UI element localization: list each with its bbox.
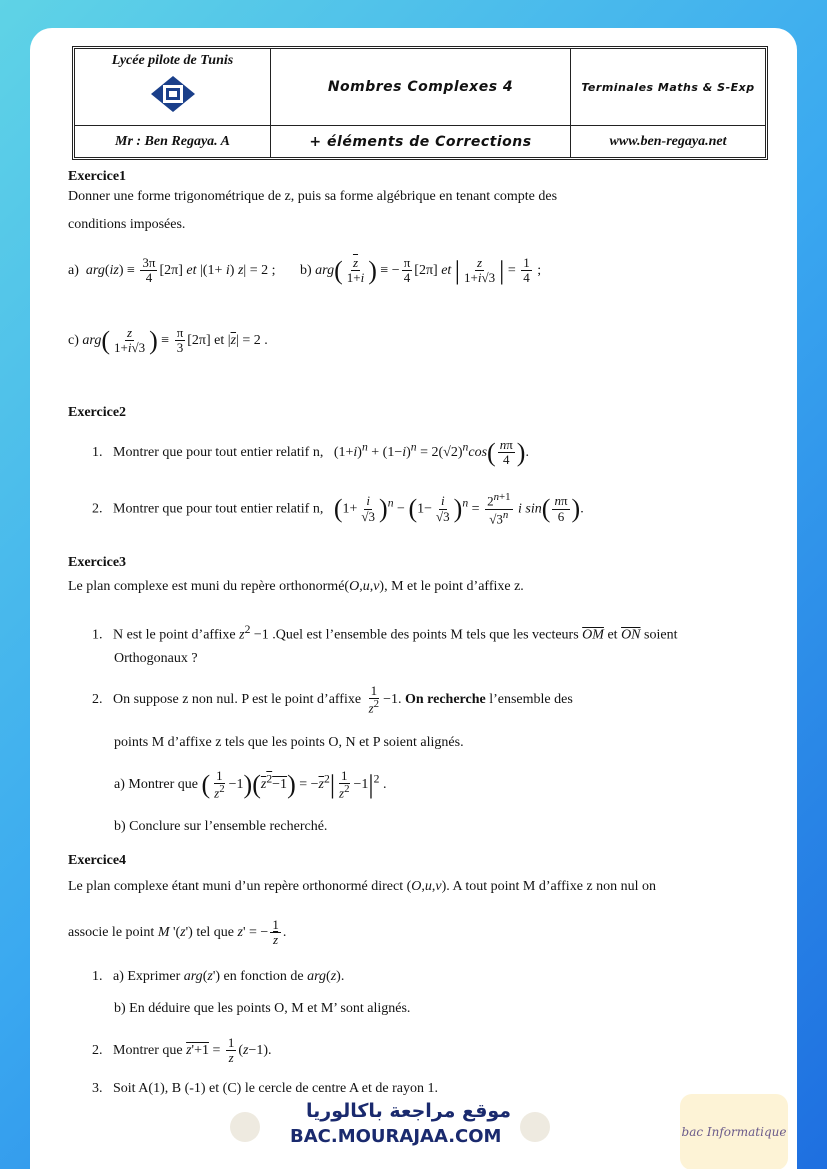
ex1-a: a) arg(iz) ≡ $\frac{3\pi}{4}$ [2π] et |(1+ i) z| = 2 ; b) arg( $\frac{\overline{z}}{1+i}$ ) ≡ − $\frac{\pi}{4}$ [2π] et | $\frac{z}{1+i√3}$ | = $\frac{1}{4}$ ; bbox=[68, 255, 542, 286]
left-logo-icon bbox=[230, 1112, 260, 1142]
level-cell: Terminales Maths & S-Exp bbox=[581, 80, 755, 94]
ex3-q1b: .Quel est l’ensemble des points M tels que les vecteurs bbox=[272, 627, 579, 643]
ex3-q2e-text: a) Montrer que bbox=[114, 777, 198, 793]
header-table bbox=[72, 46, 768, 160]
ex1-intro2: conditions imposées. bbox=[68, 217, 186, 232]
ex1-title: Exercice1 bbox=[68, 169, 127, 184]
ex4-intro1-text: Le plan complexe étant muni d’un repère orthonormé direct bbox=[68, 879, 404, 894]
ex4-q1: 1. a) Exprimer arg(z') en fonction de arg(z). bbox=[92, 969, 345, 984]
ex4-q1b: b) En déduire que les points O, M et M’ sont alignés. bbox=[114, 1001, 411, 1016]
document-page bbox=[30, 28, 797, 1169]
ex3-q2b: On recherche bbox=[404, 692, 486, 708]
footer-arabic: موقع مراجعة باكالوريا bbox=[306, 1100, 512, 1122]
ex3-q2e: a) Montrer que ( $\frac{1}{z^2}$ $-1)(z^2-1) = -\overline{z}^2|$ $\frac{1}{z^2}$ $-1|^2$ . bbox=[114, 767, 387, 801]
subtitle-cell: + éléments de Corrections bbox=[271, 125, 571, 157]
ex4-q2-text: Montrer que bbox=[113, 1043, 183, 1059]
ex2-q1-text: Montrer que pour tout entier relatif n, bbox=[113, 445, 324, 461]
bac-informatique-badge: bac Informatique bbox=[680, 1094, 788, 1169]
ex3-q2a: On suppose z non nul. P est le point d’affixe bbox=[113, 692, 362, 708]
ex4-title: Exercice4 bbox=[68, 853, 127, 868]
school-logo-icon bbox=[150, 75, 196, 113]
ex4-q2: 2. Montrer que z'+1 = $\frac{1}{z}$ (z−1). bbox=[92, 1035, 272, 1066]
ex3-q2c: l’ensemble des bbox=[489, 692, 573, 708]
school-name: Lycée pilote de Tunis bbox=[111, 53, 234, 68]
teacher-cell: Mr : Ben Regaya. A bbox=[75, 125, 271, 157]
ex3-title: Exercice3 bbox=[68, 555, 127, 570]
ex1-b-label: b) bbox=[299, 263, 312, 279]
website-cell: www.ben-regaya.net bbox=[571, 125, 765, 157]
ex2-q2: 2. Montrer que pour tout entier relatif n, (1+ $\frac{i}{√3}$ )$^n$ − (1− $\frac{i}{√3}$ )$^n$ = $\frac{2^{n+1}}{√3^n}$ i sin( $\frac{n\pi}{6}$ ). bbox=[92, 491, 584, 526]
ex1-c: c) arg( $\frac{z}{1+i√3}$ ) ≡ $\frac{\pi}{3}$ [2π] et $|\overline{z}| = 2$ . bbox=[68, 325, 268, 356]
ex3-q1: 1. N est le point d’affixe $z^2 -1$ .Quel est l’ensemble des points M tels que les vecteurs $\overline{OM}$ et $\overline{ON}$ soient bbox=[92, 623, 678, 643]
school-cell bbox=[75, 49, 271, 125]
ex4-intro2b: tel que bbox=[196, 925, 235, 941]
ex3-q2f: b) Conclure sur l’ensemble recherché. bbox=[114, 819, 328, 834]
footer bbox=[30, 1068, 797, 1168]
ex1-intro1: Donner une forme trigonométrique de z, puis sa forme algébrique en tenant compte des bbox=[68, 189, 558, 204]
ex4-intro1: Le plan complexe étant muni d’un repère orthonormé direct (O,u,v). A tout point M d’affixe z non nul on bbox=[68, 879, 657, 894]
ex2-title: Exercice2 bbox=[68, 405, 127, 420]
ex4-intro1b: . A tout point M d’affixe z non nul on bbox=[446, 879, 657, 894]
ex1-a-label: a) bbox=[68, 263, 79, 279]
ex3-intro-text: Le plan complexe est muni du repère orthonormé bbox=[68, 579, 345, 594]
ex4-q3-text: Soit A(1), B (-1) et (C) le cercle de centre A et de rayon 1. bbox=[113, 1081, 438, 1096]
ex4-q1a2: en fonction de bbox=[223, 969, 304, 984]
ex1-c-label: c) bbox=[68, 333, 79, 349]
ex2-q2-text: Montrer que pour tout entier relatif n, bbox=[113, 501, 324, 517]
ex2-q1: 1. Montrer que pour tout entier relatif n, $(1+i)^n + (1-i)^n = 2(√2)^n\cos$( $\frac{n\pi}{4}$ ). bbox=[92, 437, 529, 468]
ex3-q2d: points M d’affixe z tels que les points O, N et P soient alignés. bbox=[114, 735, 464, 750]
ex3-intro-end: , M et le point d’affixe z. bbox=[384, 579, 524, 594]
ex4-intro2: associe le point M '(z') tel que z' = − $\frac{1}{z}$ . bbox=[68, 917, 287, 948]
title-cell: Nombres Complexes 4 bbox=[271, 49, 571, 125]
ex4-intro2-text: associe le point bbox=[68, 925, 155, 941]
footer-site-link[interactable]: BAC.MOURAJAA.COM bbox=[290, 1126, 502, 1147]
ex3-q2: 2. On suppose z non nul. P est le point d’affixe $\frac{1}{z^2}$ −1. On recherche l’ensemble des bbox=[92, 683, 573, 716]
right-logo-icon bbox=[520, 1112, 550, 1142]
ex3-intro: Le plan complexe est muni du repère orthonormé(O,u,v), M et le point d’affixe z. bbox=[68, 579, 524, 594]
ex3-q1c: soient bbox=[644, 627, 678, 643]
ex4-q3: 3. Soit A(1), B (-1) et (C) le cercle de centre A et de rayon 1. bbox=[92, 1081, 438, 1096]
ex3-q1a: N est le point d’affixe bbox=[113, 627, 236, 643]
ex3-q1d: Orthogonaux ? bbox=[114, 651, 198, 666]
ex4-q1a: a) Exprimer bbox=[113, 969, 181, 984]
